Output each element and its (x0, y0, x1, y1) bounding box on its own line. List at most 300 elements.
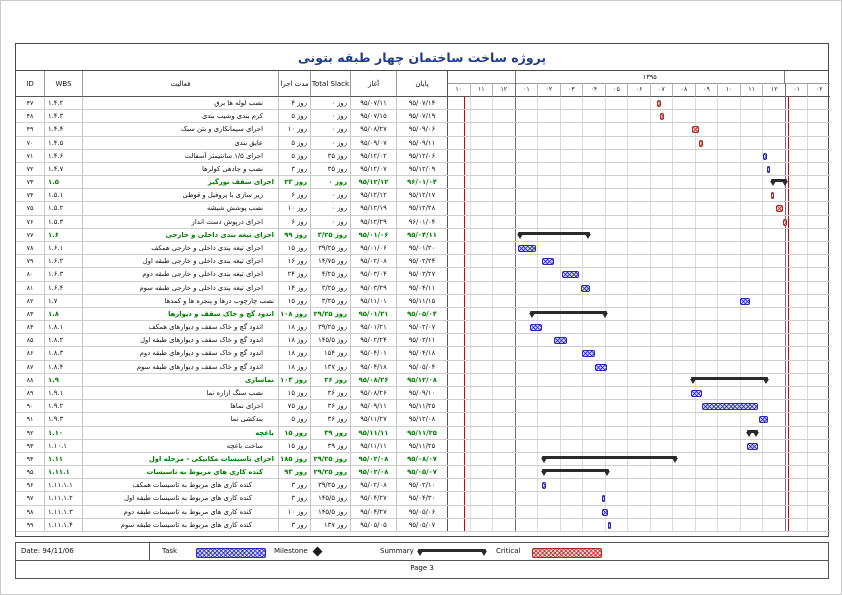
cell-activity: نصب چارچوب درها و پنجره ها و کمدها (82, 295, 278, 307)
cell-total_slack: ۱۴۵/۵ روز (310, 334, 350, 346)
cell-duration: ۱۸۵ روز (278, 453, 310, 465)
cell-finish: ۹۵/۰۲/۱۰ (396, 479, 447, 491)
cell-activity: کنده کاری های مربوط به تاسیسات طبقه دوم (82, 506, 278, 518)
gantt-task-bar (702, 403, 758, 410)
cell-id: ۹۹ (26, 520, 34, 529)
cell-activity: باغچه (82, 427, 278, 439)
cell-id: ۸۸ (26, 375, 34, 384)
cell-wbs: ۱.۴.۷ (44, 163, 82, 175)
cell-finish: ۹۵/۱۲/۰۸ (396, 413, 447, 425)
cell-total_slack: ۱۳۷ روز (310, 519, 350, 531)
cell-total_slack: ۱۵۴ روز (310, 347, 350, 359)
cell-total_slack: ۰ روز (310, 110, 350, 122)
cell-activity: نصب پوشش شیشه (82, 202, 278, 214)
cell-activity: نصب لوله ها برق (82, 97, 278, 109)
gantt-task-bar (602, 509, 609, 516)
table-row (16, 150, 830, 163)
cell-start: ۹۵/۰۵/۰۵ (350, 519, 396, 531)
cell-total_slack: ۳۵ روز (310, 163, 350, 175)
table-row (16, 374, 830, 387)
cell-duration: ۱۶ روز (278, 255, 310, 267)
cell-total_slack: ۰ روز (310, 97, 350, 109)
table-row (16, 163, 830, 176)
timeline-year-label: ۱۳۹۵ (515, 71, 785, 83)
cell-total_slack: ۲۹/۲۵ روز (310, 453, 350, 465)
cell-activity: اجرای درپوش دست انداز (82, 216, 278, 228)
gantt-task-bar (763, 153, 767, 160)
cell-activity: عایق بندی (82, 137, 278, 149)
cell-total_slack: ۳۹/۲۵ روز (310, 321, 350, 333)
cell-wbs: ۱.۶.۱ (44, 242, 82, 254)
table-row (16, 413, 830, 426)
timeline-month-label: ۰۳ (560, 83, 583, 97)
cell-finish: ۹۵/۱۱/۲۵ (396, 440, 447, 452)
cell-duration: ۱۸ روز (278, 334, 310, 346)
cell-id: ۷۲ (26, 164, 34, 173)
cell-wbs: ۱.۹ (44, 374, 82, 386)
cell-duration: ۲۳ روز (278, 176, 310, 188)
cell-id: ۹۰ (26, 402, 34, 411)
cell-duration: ۱۵ روز (278, 427, 310, 439)
cell-duration: ۶ روز (278, 216, 310, 228)
timeline-month-label: ۱۰ (447, 83, 470, 97)
cell-duration: ۱۰ روز (278, 506, 310, 518)
table-row (16, 295, 830, 308)
cell-total_slack: ۰ روز (310, 189, 350, 201)
cell-duration: ۶ روز (278, 189, 310, 201)
cell-total_slack: ۱۴/۷۵ روز (310, 255, 350, 267)
cell-finish: ۹۶/۰۱/۰۴ (396, 216, 447, 228)
cell-finish: ۹۵/۱۱/۲۵ (396, 400, 447, 412)
cell-total_slack: ۳۹ روز (310, 440, 350, 452)
cell-activity: کنده کاری های مربوط به تاسیسات طبقه اول (82, 492, 278, 504)
cell-id: ۷۸ (26, 244, 34, 252)
cell-id: ۸۱ (26, 283, 34, 292)
cell-activity: کنده کاری های مربوط به تاسیسات طبقه سوم (82, 519, 278, 531)
cell-wbs: ۱.۹.۱ (44, 387, 82, 399)
cell-start: ۹۵/۰۳/۰۴ (350, 268, 396, 280)
legend-summary-label: Summary (380, 547, 414, 555)
cell-wbs: ۱.۱۱.۱ (44, 466, 82, 478)
cell-start: ۹۵/۰۸/۲۶ (350, 374, 396, 386)
cell-id: ۸۶ (26, 349, 34, 358)
table-row (16, 123, 830, 136)
cell-finish: ۹۵/۱۱/۲۵ (396, 427, 447, 439)
cell-duration: ۱۵ روز (278, 387, 310, 399)
cell-duration: ۳ روز (278, 479, 310, 491)
cell-duration: ۳ روز (278, 163, 310, 175)
gantt-critical-bar (783, 219, 787, 226)
table-row (16, 400, 830, 413)
cell-activity: اجرای تیغه بندی داخلی و خارجی همکف (82, 242, 278, 254)
cell-finish: ۹۵/۱۱/۱۵ (396, 295, 447, 307)
cell-duration: ۵ روز (278, 137, 310, 149)
table-row (16, 255, 830, 268)
cell-start: ۹۵/۰۱/۰۶ (350, 242, 396, 254)
cell-duration: ۳ روز (278, 492, 310, 504)
cell-duration: ۱۸ روز (278, 321, 310, 333)
cell-wbs: ۱.۴.۴ (44, 123, 82, 135)
cell-finish: ۹۵/۰۲/۲۴ (396, 255, 447, 267)
cell-id: ۹۴ (26, 454, 34, 463)
cell-start: ۹۵/۰۱/۲۱ (350, 308, 396, 320)
header-activity: فعالیت (82, 71, 278, 97)
cell-duration: ۱۰ روز (278, 202, 310, 214)
cell-finish: ۹۵/۰۲/۰۷ (396, 321, 447, 333)
cell-activity: اجرای تیغه بندی داخلی و خارجی طبقه اول (82, 255, 278, 267)
gantt-task-bar (740, 298, 751, 305)
timeline-month-label: ۰۱ (785, 83, 808, 97)
cell-start: ۹۵/۱۲/۰۷ (350, 163, 396, 175)
cell-start: ۹۵/۰۹/۰۷ (350, 137, 396, 149)
cell-id: ۸۹ (26, 389, 34, 397)
gantt-task-bar (542, 258, 554, 265)
cell-finish: ۹۵/۰۵/۰۴ (396, 308, 447, 320)
cell-id: ۷۰ (26, 138, 34, 147)
table-row (16, 110, 830, 123)
cell-duration: ۱۵ روز (278, 295, 310, 307)
cell-activity: اجرای ۱/۵ سانتیمتر آسفالت (82, 150, 278, 162)
footer-page-number: Page 3 (15, 560, 829, 579)
cell-wbs: ۱.۵.۲ (44, 202, 82, 214)
cell-id: ۸۷ (26, 362, 34, 371)
cell-wbs: ۱.۱۱.۱.۳ (44, 506, 82, 518)
table-row (16, 202, 830, 215)
timeline-month-label: ۰۲ (537, 83, 560, 97)
header-duration: مدت اجرا (278, 71, 310, 97)
timeline-month-label: ۱۱ (470, 83, 493, 97)
cell-total_slack: ۳۹/۲۵ روز (310, 479, 350, 491)
cell-activity: اجرای سقف نورگیر (82, 176, 278, 188)
gantt-task-bar (767, 166, 771, 173)
cell-duration: ۲۴ روز (278, 268, 310, 280)
cell-total_slack: ۲۶ روز (310, 374, 350, 386)
cell-id: ۴۹ (26, 125, 34, 134)
cell-wbs: ۱.۶.۲ (44, 255, 82, 267)
cell-finish: ۹۵/۰۴/۱۸ (396, 347, 447, 359)
cell-id: ۹۲ (26, 428, 34, 437)
table-row (16, 492, 830, 505)
cell-total_slack: ۳/۲۵ روز (310, 295, 350, 307)
table-row (16, 440, 830, 453)
cell-total_slack: ۲۹/۲۵ روز (310, 466, 350, 478)
cell-finish: ۹۵/۱۲/۰۸ (396, 374, 447, 386)
cell-start: ۹۵/۰۲/۲۴ (350, 334, 396, 346)
legend-task-label: Task (162, 547, 178, 555)
cell-total_slack: ۰ روز (310, 216, 350, 228)
cell-wbs: ۱.۹.۳ (44, 413, 82, 425)
cell-wbs: ۱.۱۱.۱.۲ (44, 492, 82, 504)
cell-duration: ۹۹ روز (278, 229, 310, 241)
cell-activity: اندود گچ و خاک سقف و دیوارهای طبقه دوم (82, 347, 278, 359)
cell-finish: ۹۵/۰۸/۰۷ (396, 453, 447, 465)
cell-finish: ۹۵/۱۲/۰۶ (396, 150, 447, 162)
cell-start: ۹۵/۰۴/۲۷ (350, 492, 396, 504)
cell-activity: اجرای نماها (82, 400, 278, 412)
gantt-summary-bar (530, 311, 607, 319)
cell-start: ۹۵/۱۱/۱۱ (350, 440, 396, 452)
cell-total_slack: ۳۶ روز (310, 413, 350, 425)
table-row (16, 216, 830, 229)
cell-total_slack: ۱۳۷ روز (310, 361, 350, 373)
timeline-month-label: ۱۲ (762, 83, 785, 97)
cell-id: ۸۴ (26, 323, 34, 332)
cell-start: ۹۵/۰۱/۲۱ (350, 321, 396, 333)
timeline-month-label: ۱۲ (492, 83, 515, 97)
gantt-task-bar (542, 482, 546, 489)
cell-start: ۹۵/۰۸/۲۶ (350, 387, 396, 399)
cell-duration: ۱۰۸ روز (278, 308, 310, 320)
cell-total_slack: ۰ روز (310, 137, 350, 149)
gantt-summary-bar (691, 377, 768, 385)
cell-finish: ۹۵/۰۱/۳۰ (396, 242, 447, 254)
cell-duration: ۵ روز (278, 150, 310, 162)
cell-finish: ۹۵/۰۹/۱۱ (396, 137, 447, 149)
cell-start: ۹۵/۱۱/۰۱ (350, 295, 396, 307)
cell-duration: ۵ روز (278, 110, 310, 122)
cell-finish: ۹۵/۱۲/۰۹ (396, 163, 447, 175)
table-row (16, 519, 830, 532)
header-finish: پایان (396, 71, 447, 97)
cell-total_slack: ۱۴۵/۵ روز (310, 492, 350, 504)
cell-id: ۷۵ (26, 204, 34, 213)
cell-id: ۹۳ (26, 441, 34, 450)
cell-activity: اندود گچ و خاک سقف و دیوارهای طبقه اول (82, 334, 278, 346)
report-date: Date: 94/11/06 (16, 543, 150, 560)
cell-id: ۷۱ (26, 151, 34, 160)
cell-start: ۹۵/۱۲/۲۹ (350, 216, 396, 228)
cell-total_slack: ۰ روز (310, 176, 350, 188)
cell-total_slack: ۳/۲۵ روز (310, 282, 350, 294)
cell-activity: اجرای تیغه بندی داخلی و خارجی طبقه سوم (82, 282, 278, 294)
cell-start: ۹۵/۰۲/۰۸ (350, 453, 396, 465)
cell-start: ۹۵/۰۹/۱۱ (350, 400, 396, 412)
gantt-task-bar (518, 245, 536, 252)
legend-critical-label: Critical (496, 547, 521, 555)
cell-id: ۹۷ (26, 494, 34, 503)
cell-total_slack: ۱۴۵/۵ روز (310, 506, 350, 518)
cell-finish: ۹۵/۰۵/۰۷ (396, 466, 447, 478)
cell-duration: ۱۰ روز (278, 123, 310, 135)
gantt-task-bar (582, 350, 595, 357)
legend-task-sample-bar (196, 548, 266, 558)
cell-start: ۹۵/۰۲/۰۸ (350, 479, 396, 491)
cell-activity: کرم بندی وشیب بندی (82, 110, 278, 122)
cell-start: ۹۵/۰۴/۲۷ (350, 506, 396, 518)
page-title: پروژه ساخت ساختمان چهار طبقه بتونی (16, 44, 828, 71)
cell-start: ۹۵/۰۱/۰۶ (350, 229, 396, 241)
cell-start: ۹۵/۰۳/۲۹ (350, 282, 396, 294)
cell-id: ۴۸ (26, 112, 34, 121)
timeline-month-label: ۰۵ (605, 83, 628, 97)
table-row (16, 176, 830, 189)
cell-finish: ۹۶/۰۱/۰۴ (396, 176, 447, 188)
table-row (16, 308, 830, 321)
cell-id: ۸۵ (26, 336, 34, 345)
timeline-month-label: ۰۲ (807, 83, 830, 97)
cell-wbs: ۱.۷ (44, 295, 82, 307)
gantt-summary-bar (518, 232, 589, 240)
timeline-month-label: ۰۸ (672, 83, 695, 97)
cell-duration: ۵ روز (278, 413, 310, 425)
timeline-month-label: ۱۰ (717, 83, 740, 97)
cell-id: ۷۹ (26, 257, 34, 266)
cell-finish: ۹۵/۱۲/۱۷ (396, 189, 447, 201)
cell-wbs: ۱.۱۱ (44, 453, 82, 465)
cell-id: ۹۶ (26, 481, 34, 490)
cell-finish: ۹۵/۰۵/۰۶ (396, 506, 447, 518)
cell-wbs: ۱.۹.۲ (44, 400, 82, 412)
cell-id: ۷۷ (26, 230, 34, 239)
header-total-slack: Total Slack (310, 71, 350, 97)
cell-wbs: ۱.۱۰ (44, 427, 82, 439)
gantt-task-bar (562, 271, 579, 278)
cell-start: ۹۵/۰۷/۱۱ (350, 97, 396, 109)
cell-wbs: ۱.۱۰.۱ (44, 440, 82, 452)
cell-duration: ۹۳ روز (278, 466, 310, 478)
cell-id: ۹۵ (26, 468, 34, 477)
cell-activity: اجرای تیغه بندی داخلی و خارجی طبقه دوم (82, 268, 278, 280)
cell-total_slack: ۳۹/۲۵ روز (310, 242, 350, 254)
cell-start: ۹۵/۱۲/۱۲ (350, 189, 396, 201)
cell-finish: ۹۵/۰۹/۰۶ (396, 123, 447, 135)
cell-start: ۹۵/۱۱/۲۷ (350, 413, 396, 425)
cell-finish: ۹۵/۰۴/۳۰ (396, 492, 447, 504)
cell-wbs: ۱.۵.۱ (44, 189, 82, 201)
gantt-critical-bar (771, 192, 775, 199)
cell-duration: ۱۴ روز (278, 282, 310, 294)
cell-start: ۹۵/۱۱/۱۱ (350, 427, 396, 439)
cell-finish: ۹۵/۰۴/۱۱ (396, 282, 447, 294)
cell-activity: نصب سنگ ازاره نما (82, 387, 278, 399)
gantt-summary-bar (747, 430, 758, 438)
table-row (16, 229, 830, 242)
cell-start: ۹۵/۰۷/۱۵ (350, 110, 396, 122)
cell-total_slack: ۳۶ روز (310, 387, 350, 399)
cell-activity: بندکشی نما (82, 413, 278, 425)
table-row (16, 466, 830, 479)
gantt-critical-bar (699, 140, 703, 147)
cell-finish: ۹۵/۱۲/۲۸ (396, 202, 447, 214)
cell-activity: اجرای تیغه بندی داخلی و خارجی (82, 229, 278, 241)
cell-activity: اندود گچ و خاک سقف و دیوارهای طبقه سوم (82, 361, 278, 373)
cell-wbs: ۱.۴.۳ (44, 110, 82, 122)
cell-finish: ۹۵/۰۷/۱۹ (396, 110, 447, 122)
timeline-month-label: ۰۷ (650, 83, 673, 97)
cell-wbs: ۱.۴.۲ (44, 97, 82, 109)
cell-activity: زیر سازی با پروفیل و قوطی (82, 189, 278, 201)
cell-finish: ۹۵/۰۵/۰۷ (396, 519, 447, 531)
cell-wbs: ۱.۶.۴ (44, 282, 82, 294)
table-row (16, 97, 830, 110)
gantt-critical-bar (692, 126, 699, 133)
cell-wbs: ۱.۸.۲ (44, 334, 82, 346)
cell-finish: ۹۵/۰۴/۱۱ (396, 229, 447, 241)
timeline-month-label: ۱۱ (740, 83, 763, 97)
gantt-task-bar (691, 390, 702, 397)
cell-activity: اندود گچ و خاک سقف و دیوارهای همکف (82, 321, 278, 333)
cell-start: ۹۵/۰۲/۰۸ (350, 466, 396, 478)
gantt-task-bar (602, 495, 606, 502)
cell-finish: ۹۵/۰۳/۲۷ (396, 268, 447, 280)
gantt-summary-bar (542, 469, 609, 477)
table-row (16, 479, 830, 492)
cell-start: ۹۵/۰۴/۰۱ (350, 347, 396, 359)
gantt-task-bar (581, 285, 590, 292)
legend-critical-sample-bar (532, 548, 602, 558)
timeline-month-label: ۰۶ (627, 83, 650, 97)
task-table-body (16, 97, 830, 532)
gantt-task-bar (759, 416, 767, 423)
cell-wbs: ۱.۴.۵ (44, 137, 82, 149)
cell-wbs: ۱.۱۱.۱.۱ (44, 479, 82, 491)
cell-duration: ۷۵ روز (278, 400, 310, 412)
legend-summary-sample-bar (418, 549, 486, 557)
cell-start: ۹۵/۱۲/۰۲ (350, 150, 396, 162)
cell-activity: نماسازی (82, 374, 278, 386)
table-row (16, 242, 830, 255)
table-row (16, 334, 830, 347)
cell-activity: ساخت باغچه (82, 440, 278, 452)
cell-id: ۷۳ (26, 178, 34, 187)
header-id: ID (16, 71, 44, 97)
table-row (16, 361, 830, 374)
cell-start: ۹۵/۰۲/۰۸ (350, 255, 396, 267)
header-start: آغاز (350, 71, 396, 97)
header-wbs: WBS (44, 71, 82, 97)
footer-legend-bar (15, 542, 829, 561)
cell-start: ۹۵/۰۴/۱۸ (350, 361, 396, 373)
table-row (16, 321, 830, 334)
cell-id: ۸۰ (26, 270, 34, 279)
cell-total_slack: ۳/۲۵ روز (310, 229, 350, 241)
gantt-task-bar (554, 337, 567, 344)
table-row (16, 137, 830, 150)
cell-duration: ۱۵ روز (278, 242, 310, 254)
gantt-summary-bar (542, 456, 676, 464)
cell-finish: ۹۵/۰۷/۱۴ (396, 97, 447, 109)
cell-activity: نصب و جادهی کولرها (82, 163, 278, 175)
cell-wbs: ۱.۸.۴ (44, 361, 82, 373)
gantt-critical-bar (660, 113, 664, 120)
cell-activity: اجرای تاسیسات مکانیکی - مرحله اول (82, 453, 278, 465)
cell-wbs: ۱.۵ (44, 176, 82, 188)
cell-duration: ۱۵ روز (278, 440, 310, 452)
table-row (16, 427, 830, 440)
main-frame (15, 43, 829, 537)
gantt-summary-bar (771, 179, 788, 187)
cell-activity: کنده کاری های مربوط به تاسیسات همکف (82, 479, 278, 491)
cell-wbs: ۱.۶ (44, 229, 82, 241)
timeline-month-label: ۰۴ (582, 83, 605, 97)
legend-area (150, 543, 828, 560)
cell-wbs: ۱.۸.۳ (44, 347, 82, 359)
cell-wbs: ۱.۱۱.۱.۴ (44, 519, 82, 531)
cell-start: ۹۵/۱۲/۱۹ (350, 202, 396, 214)
cell-duration: ۱۸ روز (278, 347, 310, 359)
gantt-critical-bar (657, 100, 661, 107)
cell-duration: ۱۸ روز (278, 361, 310, 373)
legend-milestone-label: Milestone (274, 547, 308, 555)
cell-wbs: ۱.۵.۳ (44, 216, 82, 228)
cell-duration: ۳ روز (278, 519, 310, 531)
cell-start: ۹۵/۰۸/۲۷ (350, 123, 396, 135)
cell-activity: کنده کاری های مربوط به تاسیسات (82, 466, 278, 478)
cell-finish: ۹۵/۰۵/۰۴ (396, 361, 447, 373)
cell-id: ۸۲ (26, 296, 34, 305)
cell-wbs: ۱.۶.۳ (44, 268, 82, 280)
cell-finish: ۹۵/۰۳/۱۱ (396, 334, 447, 346)
